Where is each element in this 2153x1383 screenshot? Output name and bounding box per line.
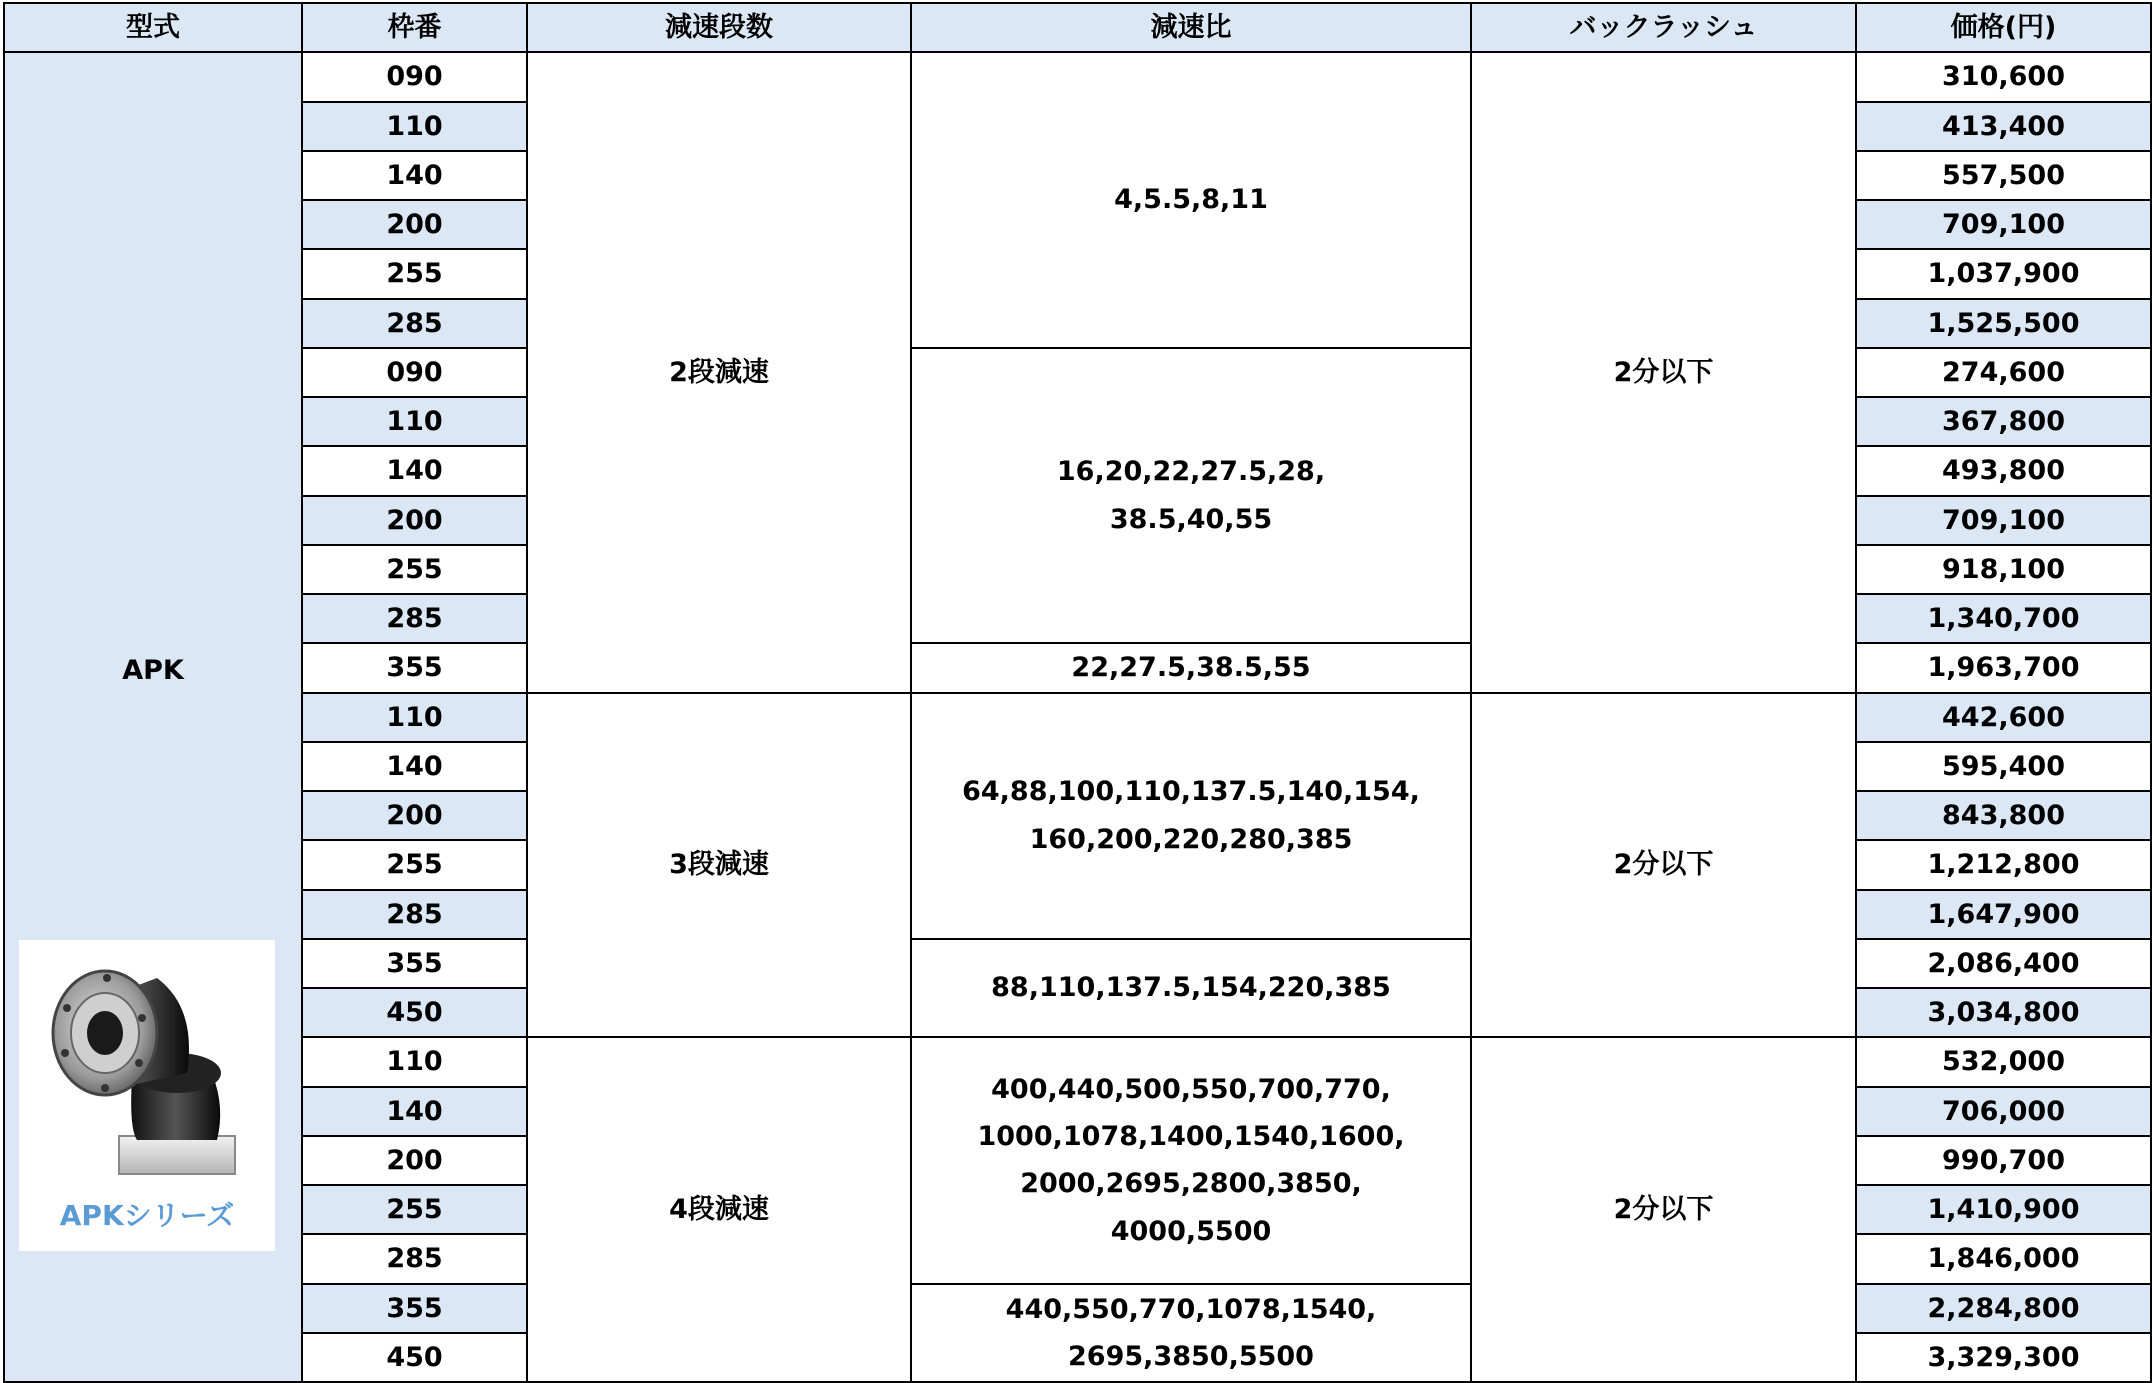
frame-cell: 140 bbox=[302, 151, 527, 200]
stage-cell: 3段減速 bbox=[527, 693, 911, 1038]
frame-cell: 285 bbox=[302, 299, 527, 348]
price-cell: 595,400 bbox=[1856, 742, 2151, 791]
ratio-line: 38.5,40,55 bbox=[1109, 503, 1273, 535]
table-row bbox=[4, 1037, 2151, 1086]
ratio-line: 64,88,100,110,137.5,140,154, bbox=[962, 776, 1420, 808]
ratio-line: 2000,2695,2800,3850, bbox=[1020, 1168, 1362, 1200]
ratio-line: 16,20,22,27.5,28, bbox=[1056, 456, 1326, 488]
ratio-line: 440,550,770,1078,1540, bbox=[1005, 1293, 1377, 1325]
backlash-cell: 2分以下 bbox=[1471, 1037, 1856, 1382]
frame-cell: 355 bbox=[302, 1284, 527, 1333]
table-row bbox=[4, 693, 2151, 742]
frame-cell: 110 bbox=[302, 102, 527, 151]
table-row bbox=[4, 52, 2151, 101]
frame-cell: 285 bbox=[302, 594, 527, 643]
price-cell: 1,846,000 bbox=[1856, 1234, 2151, 1283]
frame-cell: 200 bbox=[302, 791, 527, 840]
ratio-cell bbox=[911, 1037, 1471, 1283]
price-cell: 1,340,700 bbox=[1856, 594, 2151, 643]
header-backlash: バックラッシュ bbox=[1471, 3, 1856, 52]
ratio-line: 400,440,500,550,700,770, bbox=[991, 1073, 1391, 1105]
price-cell: 367,800 bbox=[1856, 397, 2151, 446]
model-cell bbox=[4, 52, 302, 1382]
frame-cell: 255 bbox=[302, 545, 527, 594]
backlash-cell: 2分以下 bbox=[1471, 52, 1856, 692]
header-model: 型式 bbox=[4, 3, 302, 52]
model-name: APK bbox=[122, 655, 184, 687]
header-ratio: 減速比 bbox=[911, 3, 1471, 52]
frame-cell: 450 bbox=[302, 988, 527, 1037]
price-cell: 918,100 bbox=[1856, 545, 2151, 594]
frame-cell: 255 bbox=[302, 1185, 527, 1234]
price-cell: 1,212,800 bbox=[1856, 840, 2151, 889]
product-caption: APKシリーズ bbox=[59, 1199, 235, 1233]
backlash-cell: 2分以下 bbox=[1471, 693, 1856, 1038]
price-cell: 310,600 bbox=[1856, 52, 2151, 101]
ratio-cell bbox=[911, 52, 1471, 348]
frame-cell: 200 bbox=[302, 496, 527, 545]
frame-cell: 140 bbox=[302, 1087, 527, 1136]
stage-cell: 2段減速 bbox=[527, 52, 911, 692]
price-table bbox=[3, 2, 2152, 1383]
header-price: 価格(円) bbox=[1856, 3, 2151, 52]
price-cell: 1,410,900 bbox=[1856, 1185, 2151, 1234]
header-stages: 減速段数 bbox=[527, 3, 911, 52]
price-cell: 706,000 bbox=[1856, 1087, 2151, 1136]
ratio-line: 88,110,137.5,154,220,385 bbox=[991, 972, 1391, 1004]
frame-cell: 285 bbox=[302, 890, 527, 939]
gearbox-image bbox=[37, 948, 257, 1198]
frame-cell: 200 bbox=[302, 1136, 527, 1185]
price-cell: 532,000 bbox=[1856, 1037, 2151, 1086]
price-cell: 1,037,900 bbox=[1856, 249, 2151, 298]
ratio-line: 160,200,220,280,385 bbox=[1029, 823, 1353, 855]
frame-cell: 090 bbox=[302, 348, 527, 397]
ratio-cell bbox=[911, 693, 1471, 939]
stage-cell: 4段減速 bbox=[527, 1037, 911, 1382]
price-cell: 3,329,300 bbox=[1856, 1333, 2151, 1382]
frame-cell: 255 bbox=[302, 249, 527, 298]
product-card bbox=[19, 940, 275, 1251]
ratio-cell bbox=[911, 939, 1471, 1038]
frame-cell: 110 bbox=[302, 1037, 527, 1086]
ratio-cell bbox=[911, 348, 1471, 644]
header-row bbox=[4, 3, 2151, 52]
frame-cell: 450 bbox=[302, 1333, 527, 1382]
price-cell: 557,500 bbox=[1856, 151, 2151, 200]
ratio-cell bbox=[911, 1284, 1471, 1383]
price-cell: 843,800 bbox=[1856, 791, 2151, 840]
price-cell: 442,600 bbox=[1856, 693, 2151, 742]
frame-cell: 140 bbox=[302, 742, 527, 791]
price-cell: 2,086,400 bbox=[1856, 939, 2151, 988]
price-cell: 3,034,800 bbox=[1856, 988, 2151, 1037]
frame-cell: 285 bbox=[302, 1234, 527, 1283]
ratio-line: 2695,3850,5500 bbox=[1068, 1340, 1314, 1372]
header-frame: 枠番 bbox=[302, 3, 527, 52]
price-cell: 990,700 bbox=[1856, 1136, 2151, 1185]
price-cell: 1,525,500 bbox=[1856, 299, 2151, 348]
ratio-cell bbox=[911, 643, 1471, 692]
price-cell: 493,800 bbox=[1856, 446, 2151, 495]
frame-cell: 140 bbox=[302, 446, 527, 495]
ratio-line: 1000,1078,1400,1540,1600, bbox=[977, 1121, 1405, 1153]
frame-cell: 255 bbox=[302, 840, 527, 889]
price-cell: 709,100 bbox=[1856, 496, 2151, 545]
frame-cell: 110 bbox=[302, 397, 527, 446]
frame-cell: 355 bbox=[302, 643, 527, 692]
ratio-line: 4000,5500 bbox=[1110, 1215, 1272, 1247]
price-cell: 2,284,800 bbox=[1856, 1284, 2151, 1333]
price-cell: 709,100 bbox=[1856, 200, 2151, 249]
price-cell: 1,647,900 bbox=[1856, 890, 2151, 939]
frame-cell: 355 bbox=[302, 939, 527, 988]
ratio-line: 4,5.5,8,11 bbox=[1114, 184, 1268, 216]
frame-cell: 090 bbox=[302, 52, 527, 101]
frame-cell: 110 bbox=[302, 693, 527, 742]
frame-cell: 200 bbox=[302, 200, 527, 249]
price-cell: 1,963,700 bbox=[1856, 643, 2151, 692]
price-cell: 413,400 bbox=[1856, 102, 2151, 151]
ratio-line: 22,27.5,38.5,55 bbox=[1071, 652, 1311, 684]
price-cell: 274,600 bbox=[1856, 348, 2151, 397]
